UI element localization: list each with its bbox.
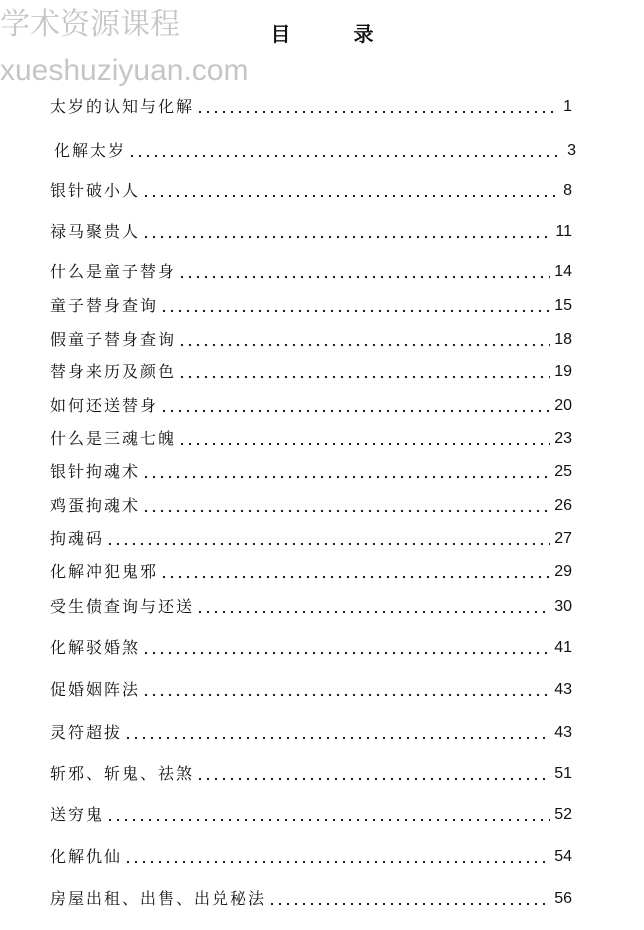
toc-entry[interactable] (50, 221, 572, 243)
toc-entry-label: 送穷鬼 (50, 805, 105, 824)
watermark-text: 学术资源课程 (0, 8, 180, 41)
dot-leader (142, 693, 550, 697)
dot-leader (196, 777, 550, 781)
dot-leader (106, 542, 550, 546)
dot-leader (142, 475, 550, 479)
toc-entry-page: 51 (554, 765, 572, 782)
toc-entry-label: 化解冲犯鬼邪 (50, 562, 159, 581)
toc-entry-label: 化解仇仙 (50, 847, 123, 866)
toc-entry-page: 11 (555, 223, 572, 240)
toc-entry-label: 拘魂码 (50, 529, 105, 548)
toc-entry[interactable] (50, 180, 572, 202)
toc-entry-label: 银针拘魂术 (50, 462, 141, 481)
toc-entry[interactable] (54, 140, 576, 162)
toc-entry[interactable] (50, 637, 572, 659)
toc-entry[interactable] (50, 763, 572, 785)
toc-entry-label: 房屋出租、出售、出兑秘法 (50, 889, 267, 908)
toc-entry-page: 52 (554, 806, 572, 823)
toc-entry-label: 假童子替身查询 (50, 330, 177, 349)
toc-entry-label: 禄马聚贵人 (50, 222, 141, 241)
dot-leader (142, 235, 551, 239)
dot-leader (178, 442, 550, 446)
toc-entry-label: 灵符超拔 (50, 723, 123, 742)
toc-entry[interactable] (50, 428, 572, 450)
toc-entry-page: 43 (554, 681, 572, 698)
toc-entry-page: 1 (563, 98, 572, 115)
toc-entry[interactable] (50, 804, 572, 826)
toc-entry[interactable] (50, 361, 572, 383)
toc-entry[interactable] (50, 461, 572, 483)
watermark-url: xueshuziyuan.com (0, 54, 249, 87)
toc-entry-label: 如何还送替身 (50, 396, 159, 415)
toc-entry-page: 41 (554, 639, 572, 656)
toc-entry-label: 银针破小人 (50, 181, 141, 200)
toc-entry-page: 14 (554, 263, 572, 280)
toc-entry-page: 20 (554, 397, 572, 414)
toc-entry-page: 54 (554, 848, 572, 865)
toc-entry-page: 43 (554, 724, 572, 741)
toc-entry-label: 促婚姻阵法 (50, 680, 141, 699)
toc-entry-label: 什么是童子替身 (50, 262, 177, 281)
toc-entry-label: 化解驳婚煞 (50, 638, 141, 657)
toc-entry-page: 3 (567, 142, 576, 159)
dot-leader (178, 375, 550, 379)
dot-leader (178, 343, 550, 347)
toc-entry-page: 27 (554, 530, 572, 547)
dot-leader (196, 110, 559, 114)
dot-leader (142, 509, 550, 513)
dot-leader (268, 902, 550, 906)
toc-entry-page: 56 (554, 890, 572, 907)
toc-entry[interactable] (50, 495, 572, 517)
toc-entry[interactable] (50, 888, 572, 910)
toc-entry-label: 斩邪、斩鬼、祛煞 (50, 764, 195, 783)
dot-leader (196, 610, 550, 614)
toc-entry-page: 29 (554, 563, 572, 580)
toc-entry[interactable] (50, 596, 572, 618)
toc-entry-page: 18 (554, 331, 572, 348)
toc-entry-label: 受生债查询与还送 (50, 597, 195, 616)
toc-entry-page: 26 (554, 497, 572, 514)
dot-leader (124, 860, 550, 864)
toc-entry-page: 23 (554, 430, 572, 447)
toc-entry-label: 童子替身查询 (50, 296, 159, 315)
toc-entry[interactable] (50, 722, 572, 744)
toc-entry[interactable] (50, 561, 572, 583)
toc-entry-label: 鸡蛋拘魂术 (50, 496, 141, 515)
dot-leader (178, 275, 550, 279)
toc-entry[interactable] (50, 295, 572, 317)
dot-leader (128, 154, 563, 158)
toc-entry-label: 什么是三魂七魄 (50, 429, 177, 448)
dot-leader (160, 309, 550, 313)
toc-entry[interactable] (50, 395, 572, 417)
toc-entry-page: 25 (554, 463, 572, 480)
toc-entry-page: 19 (554, 363, 572, 380)
toc-entry-page: 8 (563, 182, 572, 199)
toc-entry[interactable] (50, 528, 572, 550)
dot-leader (142, 194, 559, 198)
dot-leader (106, 818, 550, 822)
toc-entry-label: 化解太岁 (54, 141, 127, 160)
toc-entry[interactable] (50, 846, 572, 868)
dot-leader (124, 736, 550, 740)
toc-entry[interactable] (50, 96, 572, 118)
dot-leader (160, 575, 550, 579)
toc-entry[interactable] (50, 679, 572, 701)
toc-entry-page: 30 (554, 598, 572, 615)
toc-entry[interactable] (50, 261, 572, 283)
toc-entry-page: 15 (554, 297, 572, 314)
dot-leader (142, 651, 550, 655)
toc-title: 目 录 (270, 22, 402, 46)
toc-entry[interactable] (50, 329, 572, 351)
dot-leader (160, 409, 550, 413)
toc-entry-label: 替身来历及颜色 (50, 362, 177, 381)
toc-entry-label: 太岁的认知与化解 (50, 97, 195, 116)
